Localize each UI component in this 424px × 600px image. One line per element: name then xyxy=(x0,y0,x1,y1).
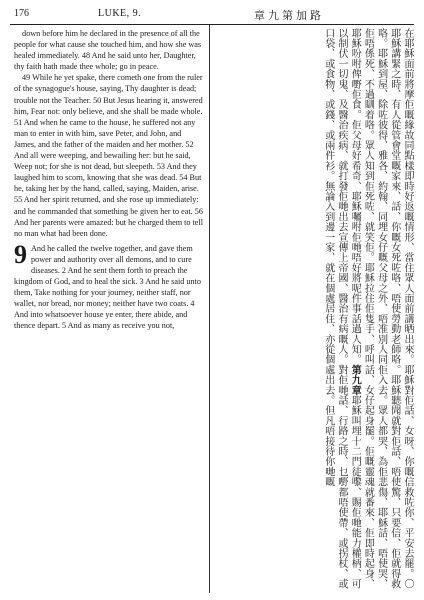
chinese-column xyxy=(214,28,414,590)
chapter-9-text: And he called the twelve together, and gave them power and authority over all demons, and to cure diseases. 2 And he sent them forth to preach the kingdom of God, and to heal the sick. 3 And he said unto them, Take nothing for your journey, neither staff, nor wallet, nor bread, nor money; neither have two coats. 4 And into whatsoever house ye enter, there abide, and thence depart. 5 And as many as receive you not, xyxy=(14,243,201,331)
chapter-dropcap: 9 xyxy=(14,239,27,269)
page-header xyxy=(10,6,414,25)
running-title-chinese: 章九第加路 xyxy=(254,10,324,22)
chinese-chapter-heading: 第九章 xyxy=(349,364,361,396)
running-title-english: LUKE, 9. xyxy=(98,8,142,19)
english-paragraph: 49 While he yet spake, there cometh one from the ruler of the synagogue's house, saying, Thy daughter is dead; trouble not the Teacher. 50 But Jesus hearing it, answered him, Fear not: only believe, and she shall be made whole. 51 And when he came to the house, he suffered not any man to enter in with him, save Peter, and John, and James, and the father of the maiden and her mother. 52 And all were weeping, and bewailing her: but he said, Weep not; for she is not dead, but sleepeth. 53 And they laughed him to scorn, knowing that she was dead. 54 But he, taking her by the hand, called, saying, Maiden, arise. 55 And her spirit returned, and she rose up immediately: and he commanded that something be given her to eat. 56 And her parents were amazed: but he charged them to tell no man what had been done. xyxy=(14,73,203,238)
chinese-text-before-heading: 在耶穌面前將摩佢嘅緣故同點樣即時好返嘅情形、當住眾人面前講晒出來。耶穌對佢話、女呀、你嘅信救咗你、平安去罷。〇耶穌講緊之時、有人從管會堂嘅家來、話、你嘅女死咗咯、唔使勞動老師咯。耶穌聽聞就對佢話、唔使驚、只要信、佢就得救咯。耶穌到屋、除咗彼得、雅各、約翰、同埋女仔嘅父母之外、唔准別人同佢入去。眾人都哭、為佢悲傷、耶穌話、唔使哭、佢唔係死、不過瞓着咯。眾人知到佢死咗、就笑佢。耶穌拉住佢隻手、呼叫話、女仔起身罷。佢嘅靈魂就番來、佢即時起身、耶穌吩咐俾嘢佢食。佢父母好希奇、耶穌囑咐佢哋唔好將呢件事話過人知。 xyxy=(349,28,413,589)
column-divider xyxy=(209,25,210,593)
chinese-text-after-heading: 耶穌叫埋十二門徒嚟、賜佢哋能力權柄、可以制伏一切鬼、及醫治疾病、就打發佢哋出去宣傳上帝國、醫治有病嘅人。對佢哋話、行路之時、乜嘢都唔使帶、或拐杖、或口袋、或食物、或錢、或兩件衫。無論入到邊一家、就在個處居住、亦從個處出去。但凡唔接待你哋嘅 xyxy=(322,28,361,590)
english-column xyxy=(14,28,204,332)
chapter-9-paragraph xyxy=(14,239,204,332)
page-number: 176 xyxy=(14,8,29,19)
english-paragraph: down before him he declared in the presence of all the people for what cause she touched him, and how she was healed immediately. 48 And he said unto her, Daughter, thy faith hath made thee whole; go in peace. xyxy=(14,29,202,72)
